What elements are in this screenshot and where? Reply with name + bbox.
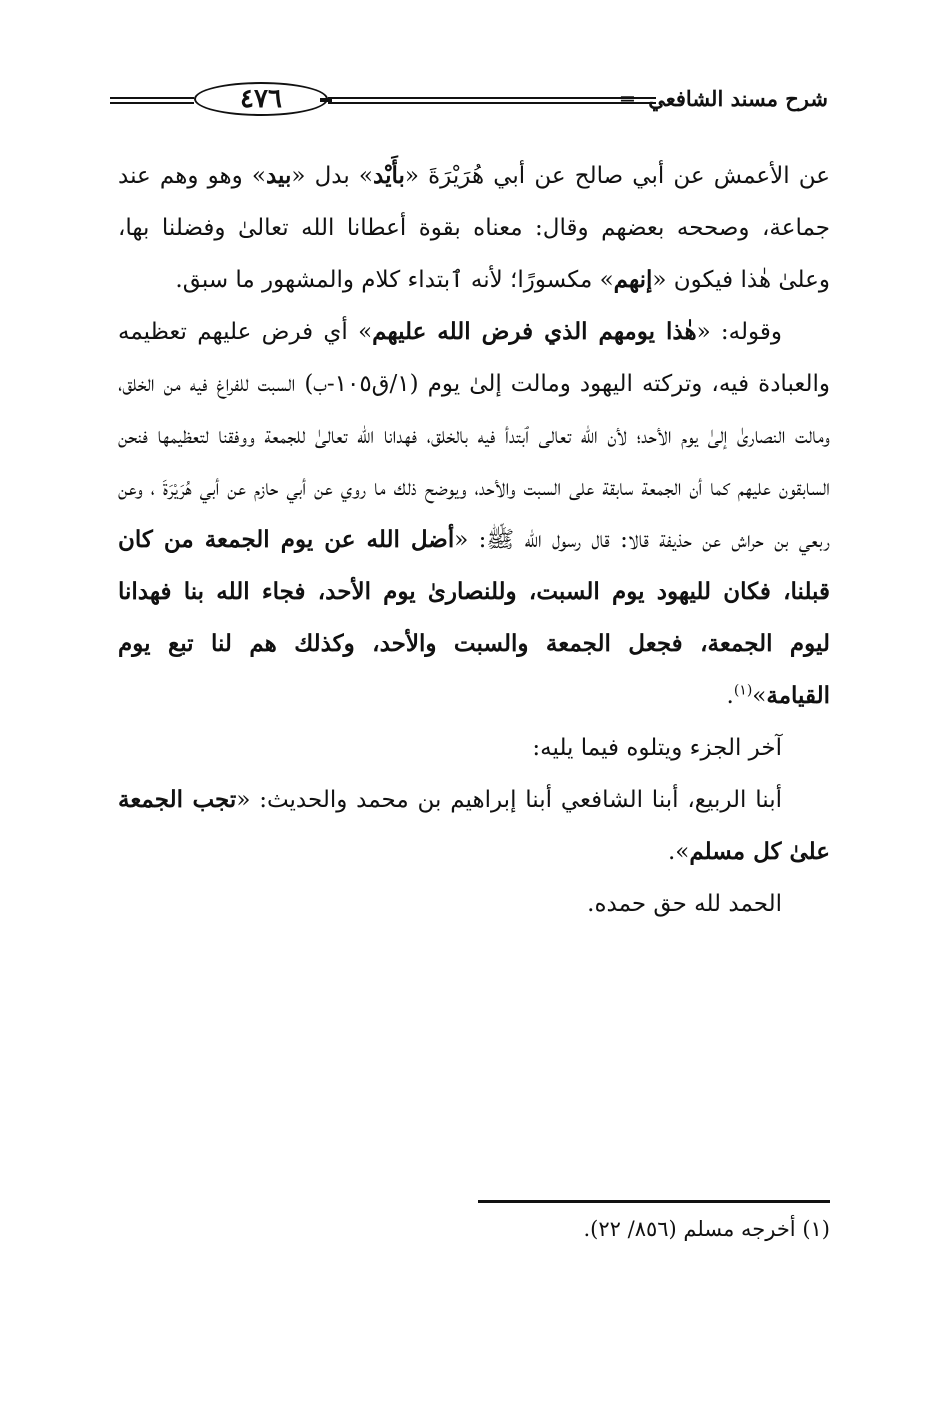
footnote: (١) أخرجه مسلم (٨٥٦/ ٢٢).: [583, 1217, 830, 1241]
paragraph-2: [118, 306, 830, 722]
text-run: »: [752, 683, 767, 709]
bold-quote: هٰذا يومهم الذي فرض الله عليهم: [372, 318, 697, 345]
hadith-quote: أضل الله عن يوم الجمعة من كان قبلنا، فكان لليهود يوم السبت، وللنصارىٰ يوم الأحد، فجاء الله بنا فهدانا ليوم الجمعة، فجعل الجمعة والسبت والأحد، وكذلك هم لنا تبع يوم القيامة: [118, 526, 830, 709]
running-title: [621, 86, 828, 111]
text-run: أبنا الربيع، أبنا الشافعي أبنا إبراهيم بن محمد والحديث: «: [236, 787, 782, 813]
footnote-marker: (١): [733, 682, 753, 699]
main-text: [118, 150, 830, 930]
title-ornament: ═: [620, 86, 641, 111]
running-title-text: شرح مسند الشافعي: [648, 86, 828, 111]
bold-term: بيد: [265, 162, 292, 189]
text-run: » وهو وهم عند جماعة، وصححه بعضهم وقال: معناه بقوة أعطانا الله تعالىٰ وفضلنا بها، وعلىٰ هٰذا فيكون «: [118, 163, 830, 293]
bold-term: إنهم: [613, 266, 653, 293]
paragraph-3: آخر الجزء ويتلوه فيما يليه:: [532, 735, 782, 761]
paragraph-4: [118, 774, 830, 878]
page-number: ٤٧٦: [194, 82, 328, 116]
closing-line: الحمد لله حق حمده.: [587, 891, 782, 917]
page-header: [110, 82, 828, 120]
paragraph-1: [118, 150, 830, 306]
text-run: .: [726, 683, 734, 709]
footnote-rule: [478, 1200, 830, 1203]
text-run: ».: [667, 839, 690, 865]
header-rule-right: [328, 97, 656, 104]
text-run: عن الأعمش عن أبي صالح عن أبي هُرَيْرَةَ «: [404, 163, 831, 189]
text-run: » بدل «: [291, 163, 373, 189]
header-rule-left: [110, 97, 194, 104]
bold-term: بأَيْد: [373, 162, 405, 189]
text-run: » مكسورًا؛ لأنه ٱبتداء كلام والمشهور ما سبق.: [175, 267, 614, 293]
hadith-quote: تجب الجمعة علىٰ كل مسلم: [118, 786, 830, 865]
text-run: » أي فرض عليهم تعظيمه والعبادة فيه، وتركته اليهود ومالت إلىٰ يوم (١/ق١٠٥-ب) السبت للفراغ فيه من الخلق، ومالت النصارىٰ إلىٰ يوم الأحد؛ لأن الله تعالى ٱبتدأ فيه بالخلق، فهدانا الله تعالىٰ للجمعة ووفقنا لتعظيمها فنحن السابقون عليهم كما أن الجمعة سابقة على السبت والأحد، ويوضح ذلك ما روي عن أبي حازم عن أبي هُرَيْرَةَ ، وعن ربعي بن حراش عن حذيفة قالا: قال رسول الله ﷺ: «: [118, 319, 830, 553]
text-run: وقوله: «: [696, 319, 782, 345]
